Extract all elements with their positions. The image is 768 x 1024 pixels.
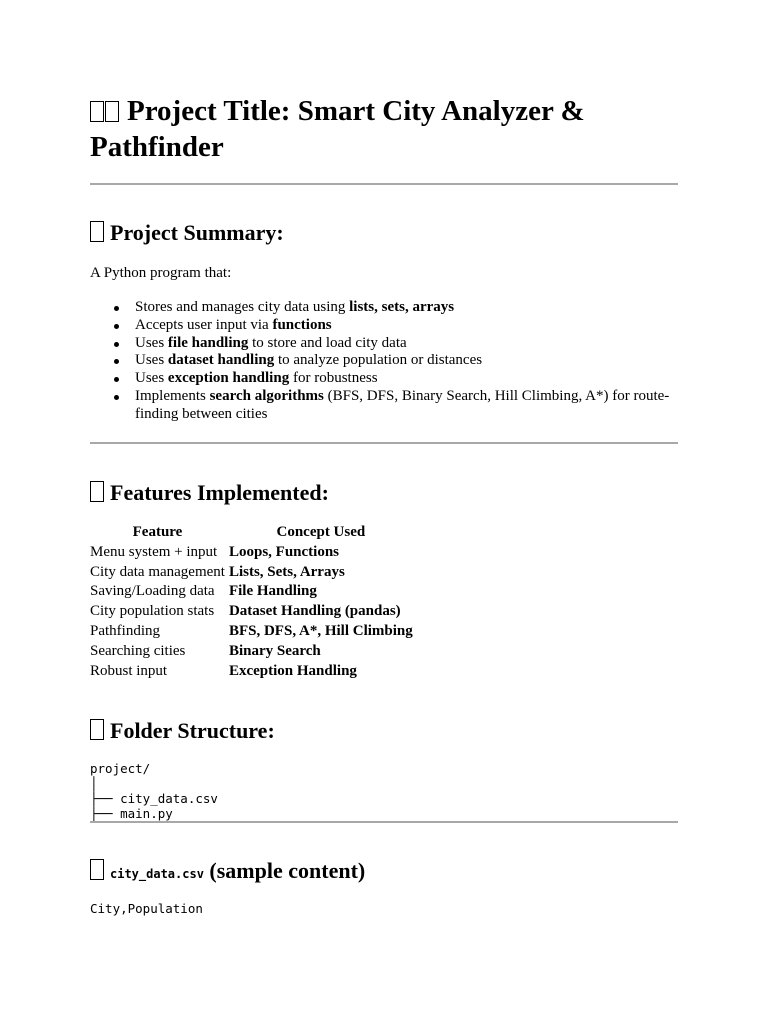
- feature-cell: City population stats: [90, 603, 215, 620]
- box-glyph-icon: [105, 101, 119, 122]
- list-item: Stores and manages city data using lists, sets, arrays: [90, 299, 678, 317]
- feature-cell: Saving/Loading data: [90, 583, 215, 600]
- summary-intro: A Python program that:: [90, 265, 232, 281]
- table-row: [88, 662, 415, 682]
- column-header-concept: Concept Used: [276, 524, 366, 540]
- table-row: [88, 543, 415, 563]
- summary-list: [90, 299, 678, 424]
- feature-cell: Pathfinding: [90, 622, 160, 639]
- divider: [90, 183, 678, 185]
- table-row: [88, 602, 415, 622]
- concept-cell: Binary Search: [228, 642, 321, 659]
- table-row: [88, 582, 415, 602]
- table-row: [88, 622, 415, 642]
- table-header-row: [88, 523, 415, 543]
- concept-cell: Exception Handling: [228, 662, 357, 679]
- page-title: [90, 93, 678, 165]
- table-row: [88, 642, 415, 662]
- concept-cell: Loops, Functions: [228, 543, 340, 560]
- concept-cell: Dataset Handling (pandas): [228, 603, 401, 620]
- section-heading-text: Features Implemented:: [110, 480, 329, 505]
- section-heading-text: Folder Structure:: [110, 718, 275, 743]
- title-emoji-icons: [90, 95, 120, 127]
- list-item: Uses file handling to store and load city data: [90, 335, 678, 353]
- sample-content-code: City,Population: [90, 901, 203, 916]
- box-glyph-icon: [90, 481, 104, 502]
- concept-cell: Lists, Sets, Arrays: [228, 563, 345, 580]
- list-item: Uses exception handling for robustness: [90, 370, 678, 388]
- section-heading-summary: [90, 219, 284, 247]
- box-glyph-icon: [90, 859, 104, 880]
- section-heading-folder: [90, 717, 275, 745]
- box-glyph-icon: [90, 719, 104, 740]
- divider: [90, 821, 678, 823]
- section-heading-sample: [90, 857, 365, 888]
- sample-file-name: city_data.csv: [110, 867, 204, 881]
- concept-cell: BFS, DFS, A*, Hill Climbing: [228, 622, 413, 639]
- concept-cell: File Handling: [228, 583, 317, 600]
- page-title-text: Project Title: Smart City Analyzer & Pathfinder: [90, 95, 585, 163]
- feature-cell: Menu system + input: [90, 543, 218, 560]
- feature-cell: City data management: [90, 563, 225, 580]
- features-table: [88, 523, 415, 681]
- section-heading-text: (sample content): [203, 858, 366, 883]
- divider: [90, 442, 678, 444]
- list-item: Accepts user input via functions: [90, 317, 678, 335]
- folder-tree-code: project/ │ ├── city_data.csv ├── main.py: [90, 761, 218, 821]
- section-heading-features: [90, 479, 329, 507]
- table-row: [88, 563, 415, 583]
- list-item: Implements search algorithms (BFS, DFS, Binary Search, Hill Climbing, A*) for route-finding between cities: [90, 388, 678, 424]
- column-header-feature: Feature: [132, 524, 183, 540]
- box-glyph-icon: [90, 101, 104, 122]
- feature-cell: Searching cities: [90, 642, 186, 659]
- box-glyph-icon: [90, 221, 104, 242]
- feature-cell: Robust input: [90, 662, 168, 679]
- list-item: Uses dataset handling to analyze population or distances: [90, 352, 678, 370]
- section-heading-text: Project Summary:: [110, 220, 284, 245]
